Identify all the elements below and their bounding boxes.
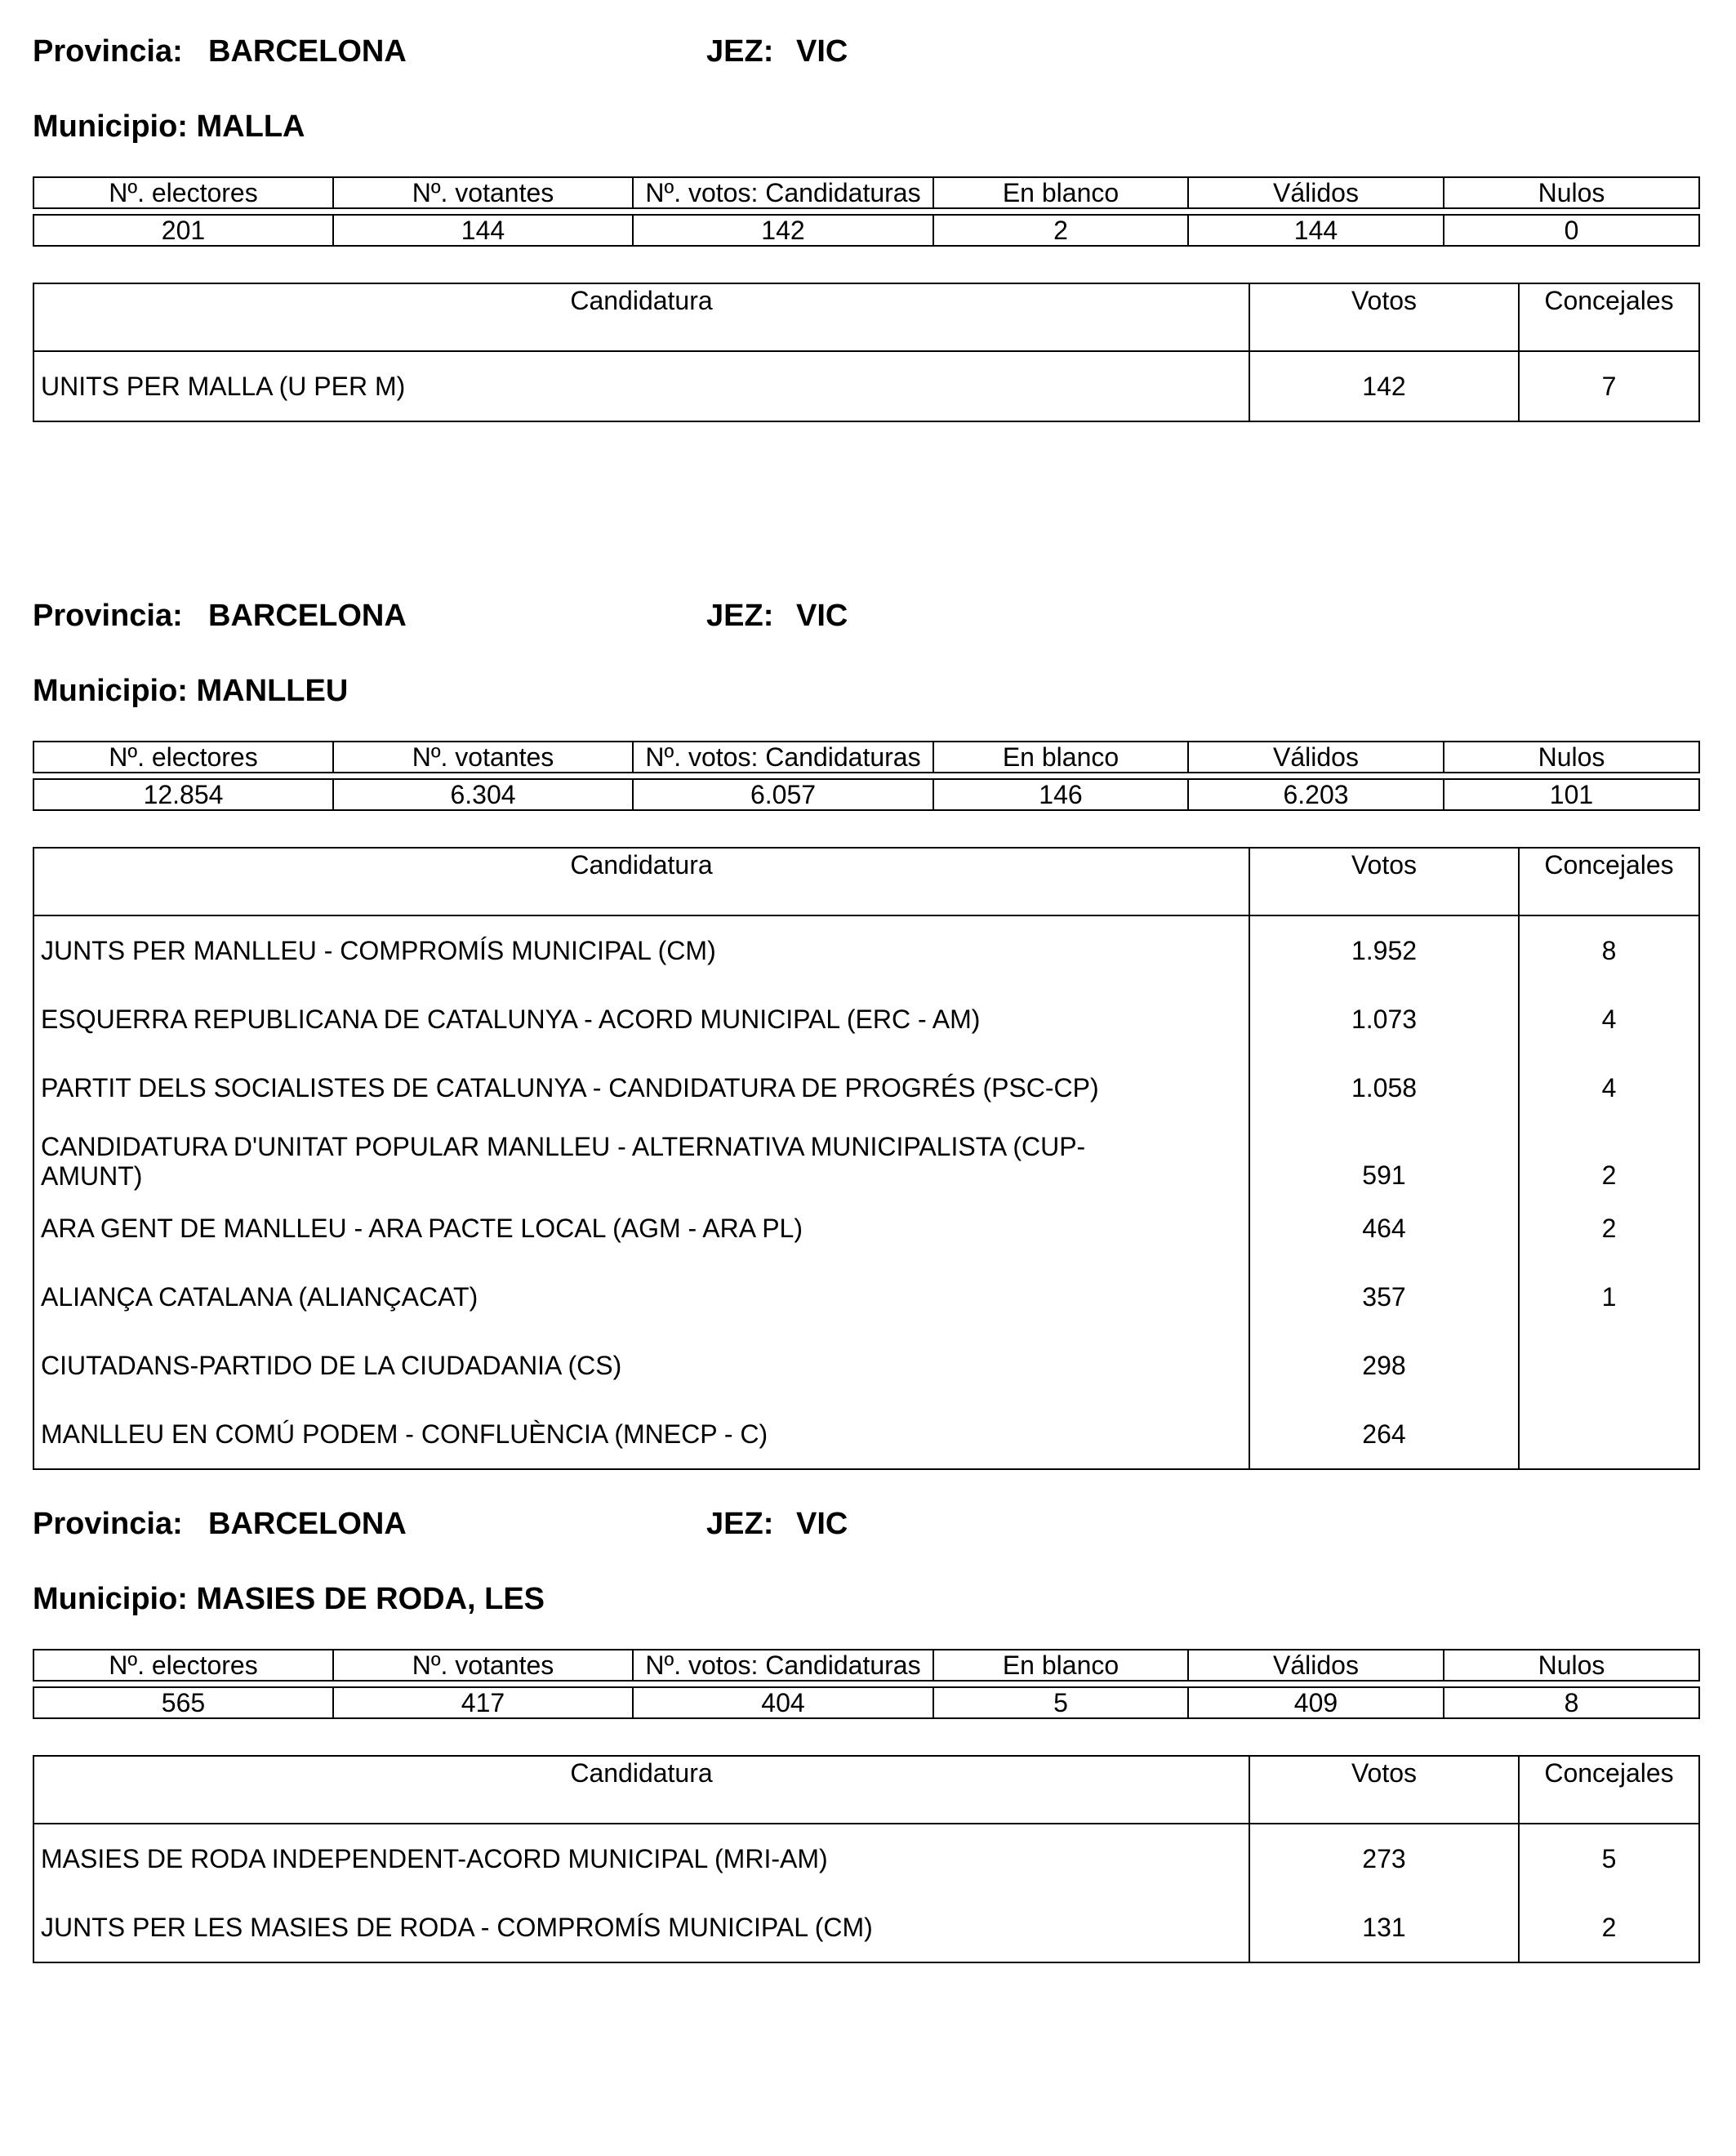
stat-header: Válidos (1188, 742, 1444, 773)
stat-header: Nº. votantes (333, 742, 633, 773)
provincia-label: Provincia: (33, 1507, 183, 1541)
stats-header-row (33, 177, 1699, 208)
stat-value: 201 (33, 215, 333, 246)
stat-value: 142 (633, 215, 933, 246)
jez-value: VIC (796, 1507, 848, 1541)
municipio-heading (33, 672, 348, 710)
candidate-concejales: 7 (1519, 351, 1699, 421)
candidate-concejales: 2 (1519, 1122, 1699, 1194)
candidate-votos: 1.073 (1249, 985, 1519, 1054)
stat-header: Nº. votos: Candidaturas (633, 742, 933, 773)
municipio-label: Municipio: (33, 674, 188, 708)
stats-table (33, 741, 1700, 811)
candidates-table (33, 283, 1700, 422)
candidate-votos: 131 (1249, 1893, 1519, 1962)
stat-value: 6.057 (633, 779, 933, 810)
candidate-concejales: 1 (1519, 1263, 1699, 1331)
stat-header: Nº. electores (33, 742, 333, 773)
stat-value: 144 (1188, 215, 1444, 246)
provincia-value: BARCELONA (208, 34, 407, 69)
candidate-votos: 264 (1249, 1400, 1519, 1469)
candidatura-header: Candidatura (33, 848, 1249, 915)
votos-header: Votos (1249, 1756, 1519, 1824)
candidates-table (33, 847, 1700, 1470)
stat-value: 146 (933, 779, 1188, 810)
provincia-label: Provincia: (33, 599, 183, 633)
candidate-concejales (1519, 1400, 1699, 1469)
stat-header: Nº. votantes (333, 1650, 633, 1681)
stat-value: 8 (1444, 1687, 1699, 1718)
concejales-header: Concejales (1519, 283, 1699, 351)
candidatura-header: Candidatura (33, 1756, 1249, 1824)
candidate-row (33, 915, 1699, 985)
candidates-header-row (33, 1756, 1699, 1824)
jez-label: JEZ: (706, 1507, 774, 1541)
candidate-row (33, 1331, 1699, 1400)
candidate-votos: 142 (1249, 351, 1519, 421)
jez-label: JEZ: (706, 599, 774, 633)
jez-label: JEZ: (706, 34, 774, 69)
candidate-votos: 1.058 (1249, 1054, 1519, 1122)
candidate-name: ESQUERRA REPUBLICANA DE CATALUNYA - ACORD MUNICIPAL (ERC - AM) (33, 985, 1249, 1054)
stat-header: Válidos (1188, 177, 1444, 208)
votos-header: Votos (1249, 848, 1519, 915)
stat-header: Nº. votos: Candidaturas (633, 177, 933, 208)
municipio-value: MANLLEU (196, 674, 349, 708)
concejales-header: Concejales (1519, 1756, 1699, 1824)
stats-header-row (33, 742, 1699, 773)
candidate-name: JUNTS PER LES MASIES DE RODA - COMPROMÍS MUNICIPAL (CM) (33, 1893, 1249, 1962)
candidates-header-row (33, 283, 1699, 351)
provincia-value: BARCELONA (208, 1507, 407, 1541)
candidatura-header: Candidatura (33, 283, 1249, 351)
stat-header: Válidos (1188, 1650, 1444, 1681)
stat-value: 409 (1188, 1687, 1444, 1718)
candidate-row (33, 351, 1699, 421)
candidate-name: UNITS PER MALLA (U PER M) (33, 351, 1249, 421)
stat-header: Nº. votantes (333, 177, 633, 208)
stat-header: Nulos (1444, 177, 1699, 208)
stat-header: Nº. votos: Candidaturas (633, 1650, 933, 1681)
candidate-concejales: 2 (1519, 1893, 1699, 1962)
stat-header: Nulos (1444, 742, 1699, 773)
candidate-concejales: 5 (1519, 1824, 1699, 1893)
stats-table (33, 1649, 1700, 1719)
candidate-votos: 1.952 (1249, 915, 1519, 985)
stat-value: 12.854 (33, 779, 333, 810)
stat-value: 101 (1444, 779, 1699, 810)
candidate-name: CANDIDATURA D'UNITAT POPULAR MANLLEU - ALTERNATIVA MUNICIPALISTA (CUP-AMUNT) (33, 1122, 1249, 1194)
jez-value: VIC (796, 599, 848, 633)
candidate-votos: 298 (1249, 1331, 1519, 1400)
candidate-row (33, 1400, 1699, 1469)
municipio-value: MASIES DE RODA, LES (196, 1582, 545, 1616)
jez-value: VIC (796, 34, 848, 69)
votos-header: Votos (1249, 283, 1519, 351)
stat-header: Nº. electores (33, 1650, 333, 1681)
stat-header: Nulos (1444, 1650, 1699, 1681)
stat-value: 2 (933, 215, 1188, 246)
provincia-value: BARCELONA (208, 599, 407, 633)
candidate-row (33, 1054, 1699, 1122)
stat-value: 565 (33, 1687, 333, 1718)
candidate-row (33, 1122, 1699, 1194)
candidate-name: MANLLEU EN COMÚ PODEM - CONFLUÈNCIA (MNECP - C) (33, 1400, 1249, 1469)
candidate-name: JUNTS PER MANLLEU - COMPROMÍS MUNICIPAL (CM) (33, 915, 1249, 985)
municipio-value: MALLA (196, 109, 305, 144)
candidate-name: ALIANÇA CATALANA (ALIANÇACAT) (33, 1263, 1249, 1331)
stat-value: 404 (633, 1687, 933, 1718)
stat-value: 417 (333, 1687, 633, 1718)
candidate-concejales: 4 (1519, 1054, 1699, 1122)
municipio-label: Municipio: (33, 109, 188, 144)
candidate-concejales: 8 (1519, 915, 1699, 985)
candidates-header-row (33, 848, 1699, 915)
candidate-row (33, 1263, 1699, 1331)
stat-value: 0 (1444, 215, 1699, 246)
stat-header: En blanco (933, 177, 1188, 208)
candidate-concejales: 4 (1519, 985, 1699, 1054)
candidate-votos: 273 (1249, 1824, 1519, 1893)
municipio-heading (33, 1580, 545, 1618)
stats-value-row (33, 779, 1699, 810)
concejales-header: Concejales (1519, 848, 1699, 915)
provincia-label: Provincia: (33, 34, 183, 69)
stat-value: 5 (933, 1687, 1188, 1718)
municipio-label: Municipio: (33, 1582, 188, 1616)
stat-value: 6.304 (333, 779, 633, 810)
candidate-name: ARA GENT DE MANLLEU - ARA PACTE LOCAL (AGM - ARA PL) (33, 1194, 1249, 1263)
candidate-row (33, 1824, 1699, 1893)
candidate-concejales: 2 (1519, 1194, 1699, 1263)
stats-table (33, 176, 1700, 247)
stats-value-row (33, 215, 1699, 246)
stat-header: En blanco (933, 1650, 1188, 1681)
stats-value-row (33, 1687, 1699, 1718)
candidate-name: PARTIT DELS SOCIALISTES DE CATALUNYA - CANDIDATURA DE PROGRÉS (PSC-CP) (33, 1054, 1249, 1122)
candidate-name: CIUTADANS-PARTIDO DE LA CIUDADANIA (CS) (33, 1331, 1249, 1400)
candidate-row (33, 1893, 1699, 1962)
candidate-row (33, 985, 1699, 1054)
candidate-row (33, 1194, 1699, 1263)
candidate-concejales (1519, 1331, 1699, 1400)
candidate-votos: 464 (1249, 1194, 1519, 1263)
stat-value: 6.203 (1188, 779, 1444, 810)
candidate-votos: 591 (1249, 1122, 1519, 1194)
stat-header: Nº. electores (33, 177, 333, 208)
candidate-votos: 357 (1249, 1263, 1519, 1331)
stat-header: En blanco (933, 742, 1188, 773)
candidate-name: MASIES DE RODA INDEPENDENT-ACORD MUNICIPAL (MRI-AM) (33, 1824, 1249, 1893)
municipio-heading (33, 108, 305, 145)
candidates-table (33, 1755, 1700, 1963)
stats-header-row (33, 1650, 1699, 1681)
stat-value: 144 (333, 215, 633, 246)
